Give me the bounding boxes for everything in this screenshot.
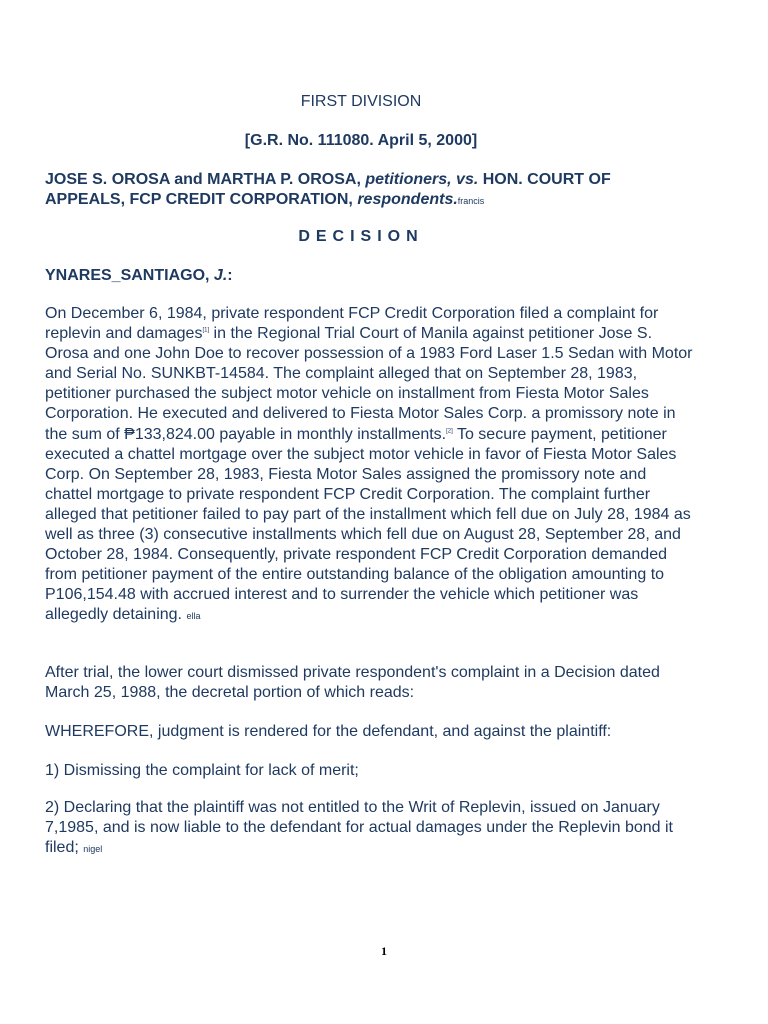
ponente [45,267,233,285]
paragraph-dispositive-2-text: 2) Declaring that the plaintiff was not entitled to the Writ of Replevin, issued on January 7,1985, and is now liable to the defendant for actual damages under the Replevin bond it filed; [45,799,673,857]
parties-note: francis [457,196,485,206]
paragraph-trial: After trial, the lower court dismissed private respondent's complaint in a Decision dated March 25, 1988, the decretal portion of which reads: [45,664,660,702]
paragraph-dispositive-2 [45,798,695,859]
petitioners-names: JOSE S. OROSA and MARTHA P. OROSA, [45,171,361,188]
paragraph-dispositive-2-note: nigel [83,844,103,855]
footnote-link-2[interactable]: [2] [446,428,453,435]
respondents-names: HON. COURT OF APPEALS, FCP CREDIT CORPORATION, [45,171,611,208]
petitioners-label: petitioners, vs. [365,171,479,188]
case-number: [G.R. No. 111080. April 5, 2000] [244,132,478,149]
paragraph-facts-note: ella [186,611,201,622]
respondents-label: respondents. [357,191,458,208]
case-parties [45,170,685,211]
ponente-colon: : [227,267,233,284]
footnote-link-1[interactable]: [1] [202,327,210,334]
division-heading: FIRST DIVISION [300,93,422,110]
paragraph-wherefore: WHEREFORE, judgment is rendered for the defendant, and against the plaintiff: [45,723,612,740]
paragraph-facts-part1: On December 6, 1984, private respondent FCP Credit Corporation filed a complaint for replevin and damages [45,305,659,343]
paragraph-facts-part3: To secure payment, petitioner executed a chattel mortgage over the subject motor vehicle in favor of Fiesta Motor Sales Corp. On September 28, 1983, Fiesta Motor Sales assigned the promissory note and chattel mortgage to private respondent FCP Credit Corporation. The complaint further alleged that petitioner failed to pay part of the installment which fell due on July 28, 1984 as well as three (3) consecutive installments which fell due on August 28, September 28, and October 28, 1984. Consequently, private respondent FCP Credit Corporation demanded from petitioner payment of the entire outstanding balance of the obligation amounting to P106,154.48 with accrued interest and to surrender the vehicle which petitioner was allegedly detaining. [45,425,691,624]
paragraph-facts [45,304,695,627]
decision-title: DECISION [298,228,424,245]
ponente-name: YNARES_SANTIAGO, [45,267,210,284]
paragraph-facts-part2: in the Regional Trial Court of Manila against petitioner Jose S. Orosa and one John Doe to recover possession of a 1983 Ford Laser 1.5 Sedan with Motor and Serial No. SUNKBT-14584. The complaint alleged that on September 28, 1983, petitioner purchased the subject motor vehicle on installment from Fiesta Motor Sales Corporation. He executed and delivered to Fiesta Motor Sales Corp. a promissory note in the sum of ₱133,824.00 payable in monthly installments. [45,325,693,443]
paragraph-dispositive-1: 1) Dismissing the complaint for lack of merit; [45,762,359,779]
ponente-suffix: J. [213,267,228,284]
page-number: 1 [381,944,387,958]
